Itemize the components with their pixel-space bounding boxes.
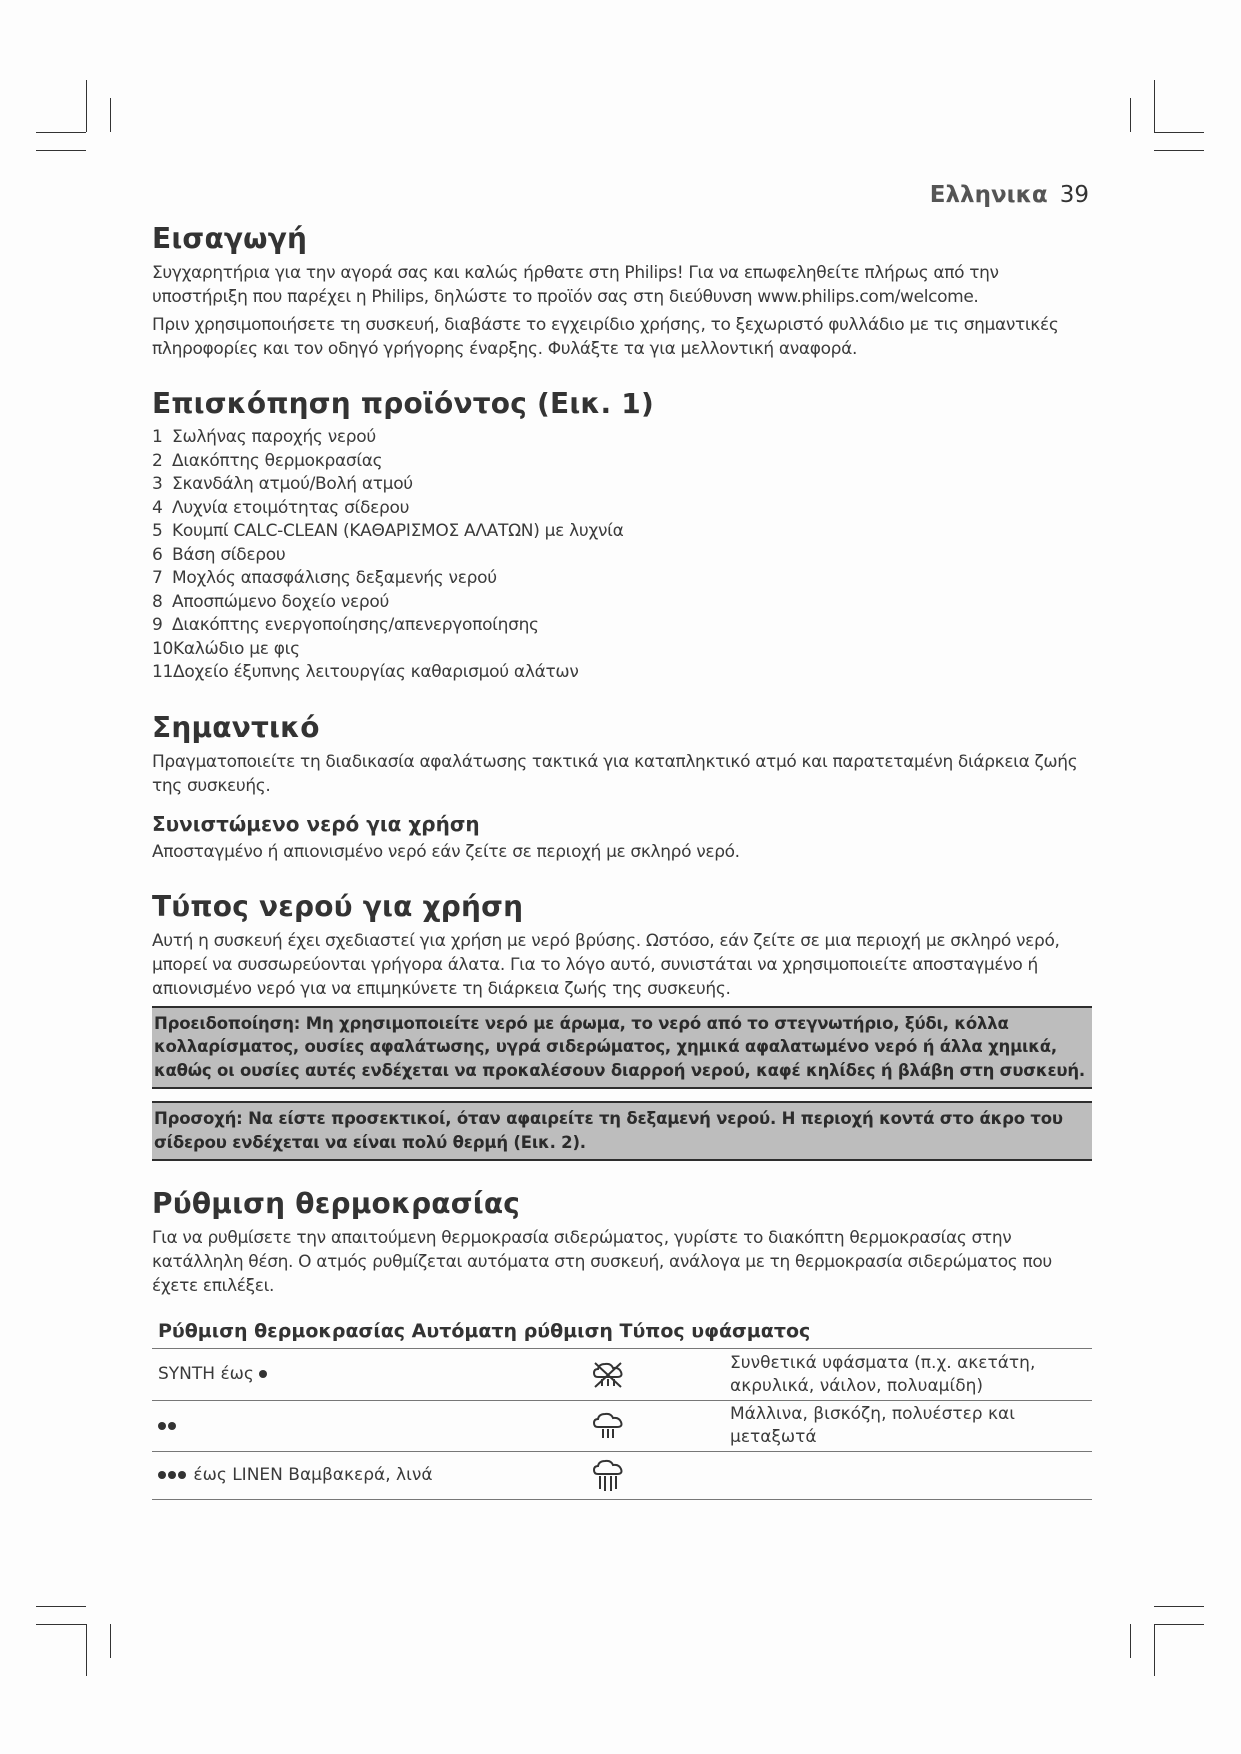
intro-title: Εισαγωγή	[152, 222, 308, 255]
temperature-section	[152, 1187, 1092, 1500]
crop-mark	[1130, 1624, 1131, 1658]
recommended-water-subtitle: Συνιστώμενο νερό για χρήση	[152, 811, 480, 836]
item-number: 9	[152, 615, 163, 635]
list-item	[152, 614, 1092, 638]
crop-mark	[36, 150, 86, 151]
temperature-dots	[158, 1465, 188, 1485]
list-item	[152, 450, 1092, 474]
recommended-water-paragraph: Αποσταγμένο ή απιονισμένο νερό εάν ζείτε σε περιοχή με σκληρό νερό.	[152, 841, 740, 862]
item-label: Μοχλός απασφάλισης δεξαμενής νερού	[172, 568, 497, 588]
item-label: Καλώδιο με φις	[173, 638, 300, 659]
parts-list	[152, 426, 1092, 685]
table-row	[152, 1349, 1092, 1401]
fabric-cell: Συνθετικά υφάσματα (π.χ. ακετάτη, ακρυλικά, νάιλον, πολυαμίδη)	[724, 1349, 1092, 1401]
setting-cell	[152, 1401, 454, 1452]
important-paragraph: Πραγματοποιείτε τη διαδικασία αφαλάτωσης τακτικά για καταπληκτικό ατμό και παρατεταμένη διάρκεια ζωής της συσκευής.	[152, 751, 1078, 796]
intro-section	[152, 222, 1092, 361]
page-content	[152, 222, 1092, 1500]
fabric-cell	[724, 1452, 1092, 1500]
temperature-paragraph: Για να ρυθμίσετε την απαιτούμενη θερμοκρασία σιδερώματος, γυρίστε το διακόπτη θερμοκρασίας στην κατάλληλη θέση. Ο ατμός ρυθμίζεται αυτόματα στη συσκευή, ανάλογα με τη θερμοκρασία σιδερώματος που έχετε επιλέξει.	[152, 1228, 1052, 1296]
crop-mark	[1154, 80, 1155, 132]
item-number: 5	[152, 521, 163, 541]
list-item	[152, 497, 1092, 521]
crop-mark	[1154, 150, 1204, 151]
list-item	[152, 567, 1092, 591]
item-number: 6	[152, 544, 163, 565]
steam-cell	[454, 1452, 724, 1500]
crop-mark	[36, 1624, 86, 1625]
water-type-section	[152, 890, 1092, 1162]
table-header: Ρύθμιση θερμοκρασίας Αυτόματη ρύθμιση Τύπος υφάσματος	[158, 1320, 811, 1342]
item-number: 7	[152, 568, 163, 588]
overview-section	[152, 387, 1092, 685]
item-label: Σκανδάλη ατμού/Βολή ατμού	[172, 474, 413, 494]
fabric-cell: Μάλλινα, βισκόζη, πολυέστερ και μεταξωτά	[724, 1401, 1092, 1452]
item-label: Αποσπώμενο δοχείο νερού	[172, 591, 389, 612]
temperature-title: Ρύθμιση θερμοκρασίας	[152, 1187, 521, 1220]
crop-mark	[86, 1624, 87, 1676]
no-steam-icon	[590, 1361, 626, 1389]
item-label: Διακόπτης θερμοκρασίας	[172, 450, 383, 471]
crop-mark	[36, 1606, 86, 1607]
list-item	[152, 638, 1092, 662]
item-label: Διακόπτης ενεργοποίησης/απενεργοποίησης	[172, 615, 539, 635]
item-number: 3	[152, 474, 163, 494]
low-steam-icon	[590, 1412, 626, 1440]
crop-mark	[86, 80, 87, 132]
temperature-table	[152, 1348, 1092, 1500]
setting-label: SYNTH έως	[158, 1364, 254, 1384]
water-type-title: Τύπος νερού για χρήση	[152, 889, 524, 923]
item-label: Δοχείο έξυπνης λειτουργίας καθαρισμού αλάτων	[173, 662, 579, 682]
setting-cell	[152, 1452, 454, 1500]
water-type-paragraph: Αυτή η συσκευή έχει σχεδιαστεί για χρήση με νερό βρύσης. Ωστόσο, εάν ζείτε σε μια περιοχή με σκληρό νερό, μπορεί να συσσωρεύονται γρήγορα άλατα. Για το λόγο αυτό, συνιστάται να χρησιμοποιείτε αποσταγμένο ή απιονισμένο νερό για να επιμηκύνετε τη διάρκεια ζωής της συσκευής.	[152, 930, 1060, 999]
setting-cell	[152, 1349, 454, 1401]
list-item	[152, 661, 1092, 685]
list-item	[152, 426, 1092, 450]
intro-paragraph-1: Συγχαρητήρια για την αγορά σας και καλώς ήρθατε στη Philips! Για να επωφεληθείτε πλήρως από την υποστήριξη που παρέχει η Philips, δηλώστε το προϊόν σας στη διεύθυνση www.philips.com/welcome.	[152, 263, 999, 307]
page-header	[930, 182, 1089, 208]
page-number: 39	[1059, 182, 1089, 208]
item-label: Σωλήνας παροχής νερού	[172, 427, 376, 447]
item-number: 10	[152, 638, 174, 659]
warning-box: Προειδοποίηση: Μη χρησιμοποιείτε νερό με άρωμα, το νερό από το στεγνωτήριο, ξύδι, κόλλα κολλαρίσματος, ουσίες αφαλάτωσης, υγρά σιδερώματος, χημικά αφαλατωμένο νερό ή άλλα χημικά, καθώς οι ουσίες αυτές ενδέχεται να προκαλέσουν διαρροή νερού, καφέ κηλίδες ή βλάβη στη συσκευή.	[152, 1006, 1092, 1090]
crop-mark	[110, 98, 111, 132]
crop-mark	[1154, 1624, 1155, 1676]
high-steam-icon	[590, 1459, 626, 1493]
crop-mark	[1154, 132, 1204, 133]
crop-mark	[1154, 1624, 1204, 1625]
list-item	[152, 473, 1092, 497]
item-label: Λυχνία ετοιμότητας σίδερου	[172, 497, 410, 518]
crop-mark	[110, 1624, 111, 1658]
item-number: 2	[152, 450, 163, 471]
steam-cell	[454, 1401, 724, 1452]
temperature-dots	[158, 1416, 178, 1436]
caution-box: Προσοχή: Να είστε προσεκτικοί, όταν αφαιρείτε τη δεξαμενή νερού. Η περιοχή κοντά στο άκρο του σίδερου ενδέχεται να είναι πολύ θερμή (Εικ. 2).	[152, 1101, 1092, 1161]
header-language: Ελληνικα	[929, 182, 1048, 208]
item-number: 4	[152, 497, 163, 518]
temperature-dots	[259, 1364, 269, 1384]
overview-title: Επισκόπηση προϊόντος (Εικ. 1)	[152, 387, 654, 420]
crop-mark	[36, 132, 86, 133]
table-row	[152, 1452, 1092, 1500]
item-number: 8	[152, 591, 163, 612]
table-row	[152, 1401, 1092, 1452]
crop-mark	[1130, 98, 1131, 132]
item-number: 11	[152, 662, 174, 682]
list-item	[152, 591, 1092, 615]
list-item	[152, 520, 1092, 544]
item-label: Βάση σίδερου	[172, 544, 286, 565]
setting-label: έως LINEN Βαμβακερά, λινά	[193, 1465, 433, 1485]
intro-paragraph-2: Πριν χρησιμοποιήσετε τη συσκευή, διαβάστε το εγχειρίδιο χρήσης, το ξεχωριστό φυλλάδιο με τις σημαντικές πληροφορίες και τον οδηγό γρήγορης έναρξης. Φυλάξτε τα για μελλοντική αναφορά.	[152, 315, 1059, 359]
item-label: Κουμπί CALC-CLEAN (ΚΑΘΑΡΙΣΜΟΣ ΑΛΑΤΩΝ) με λυχνία	[172, 521, 624, 541]
important-title: Σημαντικό	[152, 710, 320, 744]
steam-cell	[454, 1349, 724, 1401]
list-item	[152, 544, 1092, 568]
important-section	[152, 711, 1092, 864]
crop-mark	[1154, 1606, 1204, 1607]
item-number: 1	[152, 427, 163, 447]
